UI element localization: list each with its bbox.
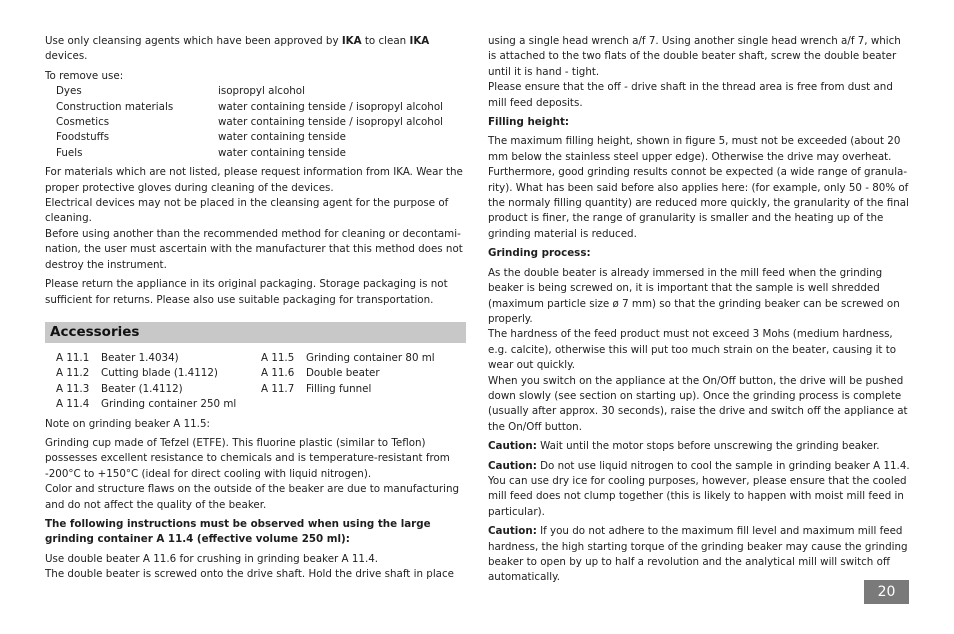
caution-paragraph-3: Caution: If you do not adhere to the maximum fill level and maximum mill feed hardness, the high starting torque of the grinding beaker may cause the grinding beaker to open by up to half a revolution and the analytical mill will switch off automatically. [488,525,908,584]
intro-paragraph: Use only cleansing agents which have been approved by IKA to clean IKA devices. [45,35,430,63]
filling-paragraph: The maximum filling height, shown in figure 5, must not be exceeded (about 20 mm below the stainless steel upper edge). Otherwise the drive may overheat. [488,135,901,163]
screwed-paragraph: The double beater is screwed onto the drive shaft. Hold the drive shaft in place [45,568,454,581]
double-beater-paragraph: As the double beater is already immersed in the mill feed when the grinding beaker is being screwed on, it is important that the sample is well shredded (maximum particle size ø 7 mm) so that the grinding beaker can be screwed on properly. [488,266,900,325]
instructions-heading: The following instructions must be observed when using the large grinding container A 11.4 (effective volume 250 ml): [45,517,431,546]
accessories-column-1 [56,351,261,413]
left-column [45,34,466,583]
grinding-process-heading: Grinding process: [488,247,591,260]
table-row: Construction materials water containing tenside / isopropyl alcohol [56,100,443,113]
color-flaws-paragraph: Color and structure flaws on the outside of the beaker are due to manufacturing and do not affect the quality of the beaker. [45,483,460,511]
return-paragraph: Please return the appliance in its original packaging. Storage packaging is not sufficient for returns. Please also use suitable packaging for transportation. [45,278,448,306]
hardness-paragraph: The hardness of the feed product must not exceed 3 Mohs (medium hardness, e.g. calcite), otherwise this will put too much strain on the beater, causing it to wear out quickly. [488,328,897,372]
list-item: A 11.1 Beater 1.4034) [56,351,179,364]
table-row: Dyes isopropyl alcohol [56,85,305,98]
caution-paragraph-1: Caution: Wait until the motor stops before unscrewing the grinding beaker. [488,440,880,453]
accessories-heading: Accessories [45,322,466,343]
note-heading: Note on grinding beaker A 11.5: [45,417,210,430]
grinding-cup-paragraph: Grinding cup made of Tefzel (ETFE). This fluorine plastic (similar to Teflon) possesses excellent resistance to chemicals and is temperature-resistant from -200°C to +150°C (ideal for direct cooling with liquid nitrogen). [45,436,450,480]
list-item: A 11.3 Beater (1.4112) [56,382,183,395]
list-item: A 11.5 Grinding container 80 ml [261,351,435,364]
list-item: A 11.4 Grinding container 250 ml [56,398,237,411]
table-row: Foodstuffs water containing tenside [56,131,347,144]
filling-height-heading: Filling height: [488,116,570,129]
table-row: Fuels water containing tenside [56,146,347,159]
caution-paragraph-2: Caution: Do not use liquid nitrogen to cool the sample in grinding beaker A 11.4. You can use dry ice for cooling purposes, however, please ensure that the cooled mill feed does not clump together (this is likely to happen with moist mill feed in particular). [488,459,910,518]
furthermore-paragraph: Furthermore, good grinding results connot be expected (a wide range of granula-rity). What has been said before also applies here: (for example, only 50 - 80% of the normaly filling quantity) are reduced more quickly, the granularity of the final product is finer, the range of granularity is smaller and the heating up of the grinding material is reduced. [488,166,909,240]
right-column [488,34,910,586]
list-item: A 11.2 Cutting blade (1.4112) [56,367,218,380]
accessories-column-2 [261,351,466,413]
electrical-paragraph: Electrical devices may not be placed in the cleansing agent for the purpose of cleaning. [45,197,449,225]
switch-paragraph: When you switch on the appliance at the On/Off button, the drive will be pushed down slowly (see section on starting up). Once the grinding process is complete (usually after approx. 30 seconds), raise the drive and switch off the appliance at the On/Off button. [488,374,908,433]
before-using-paragraph: Before using another than the recommended method for cleaning or decontami-nation, the user must ascertain with the manufacturer that this method does not destroy the instrument. [45,227,463,271]
table-row: Cosmetics water containing tenside / isopropyl alcohol [56,116,443,129]
use-beater-paragraph: Use double beater A 11.6 for crushing in grinding beaker A 11.4. [45,552,379,565]
ensure-paragraph: Please ensure that the off - drive shaft in the thread area is free from dust and mill feed deposits. [488,81,893,109]
accessories-list [56,351,466,413]
cleaning-agent-table [56,84,443,161]
to-remove-label: To remove use: [45,69,124,82]
wrench-paragraph: using a single head wrench a/f 7. Using another single head wrench a/f 7, which is attached to the two flats of the double beater shaft, screw the double beater until it is hand - tight. [488,35,901,78]
other-materials-paragraph: For materials which are not listed, please request information from IKA. Wear the proper protective gloves during cleaning of the devices. [45,166,463,194]
list-item: A 11.6 Double beater [261,367,380,380]
page-number: 20 [864,580,909,604]
list-item: A 11.7 Filling funnel [261,382,372,395]
